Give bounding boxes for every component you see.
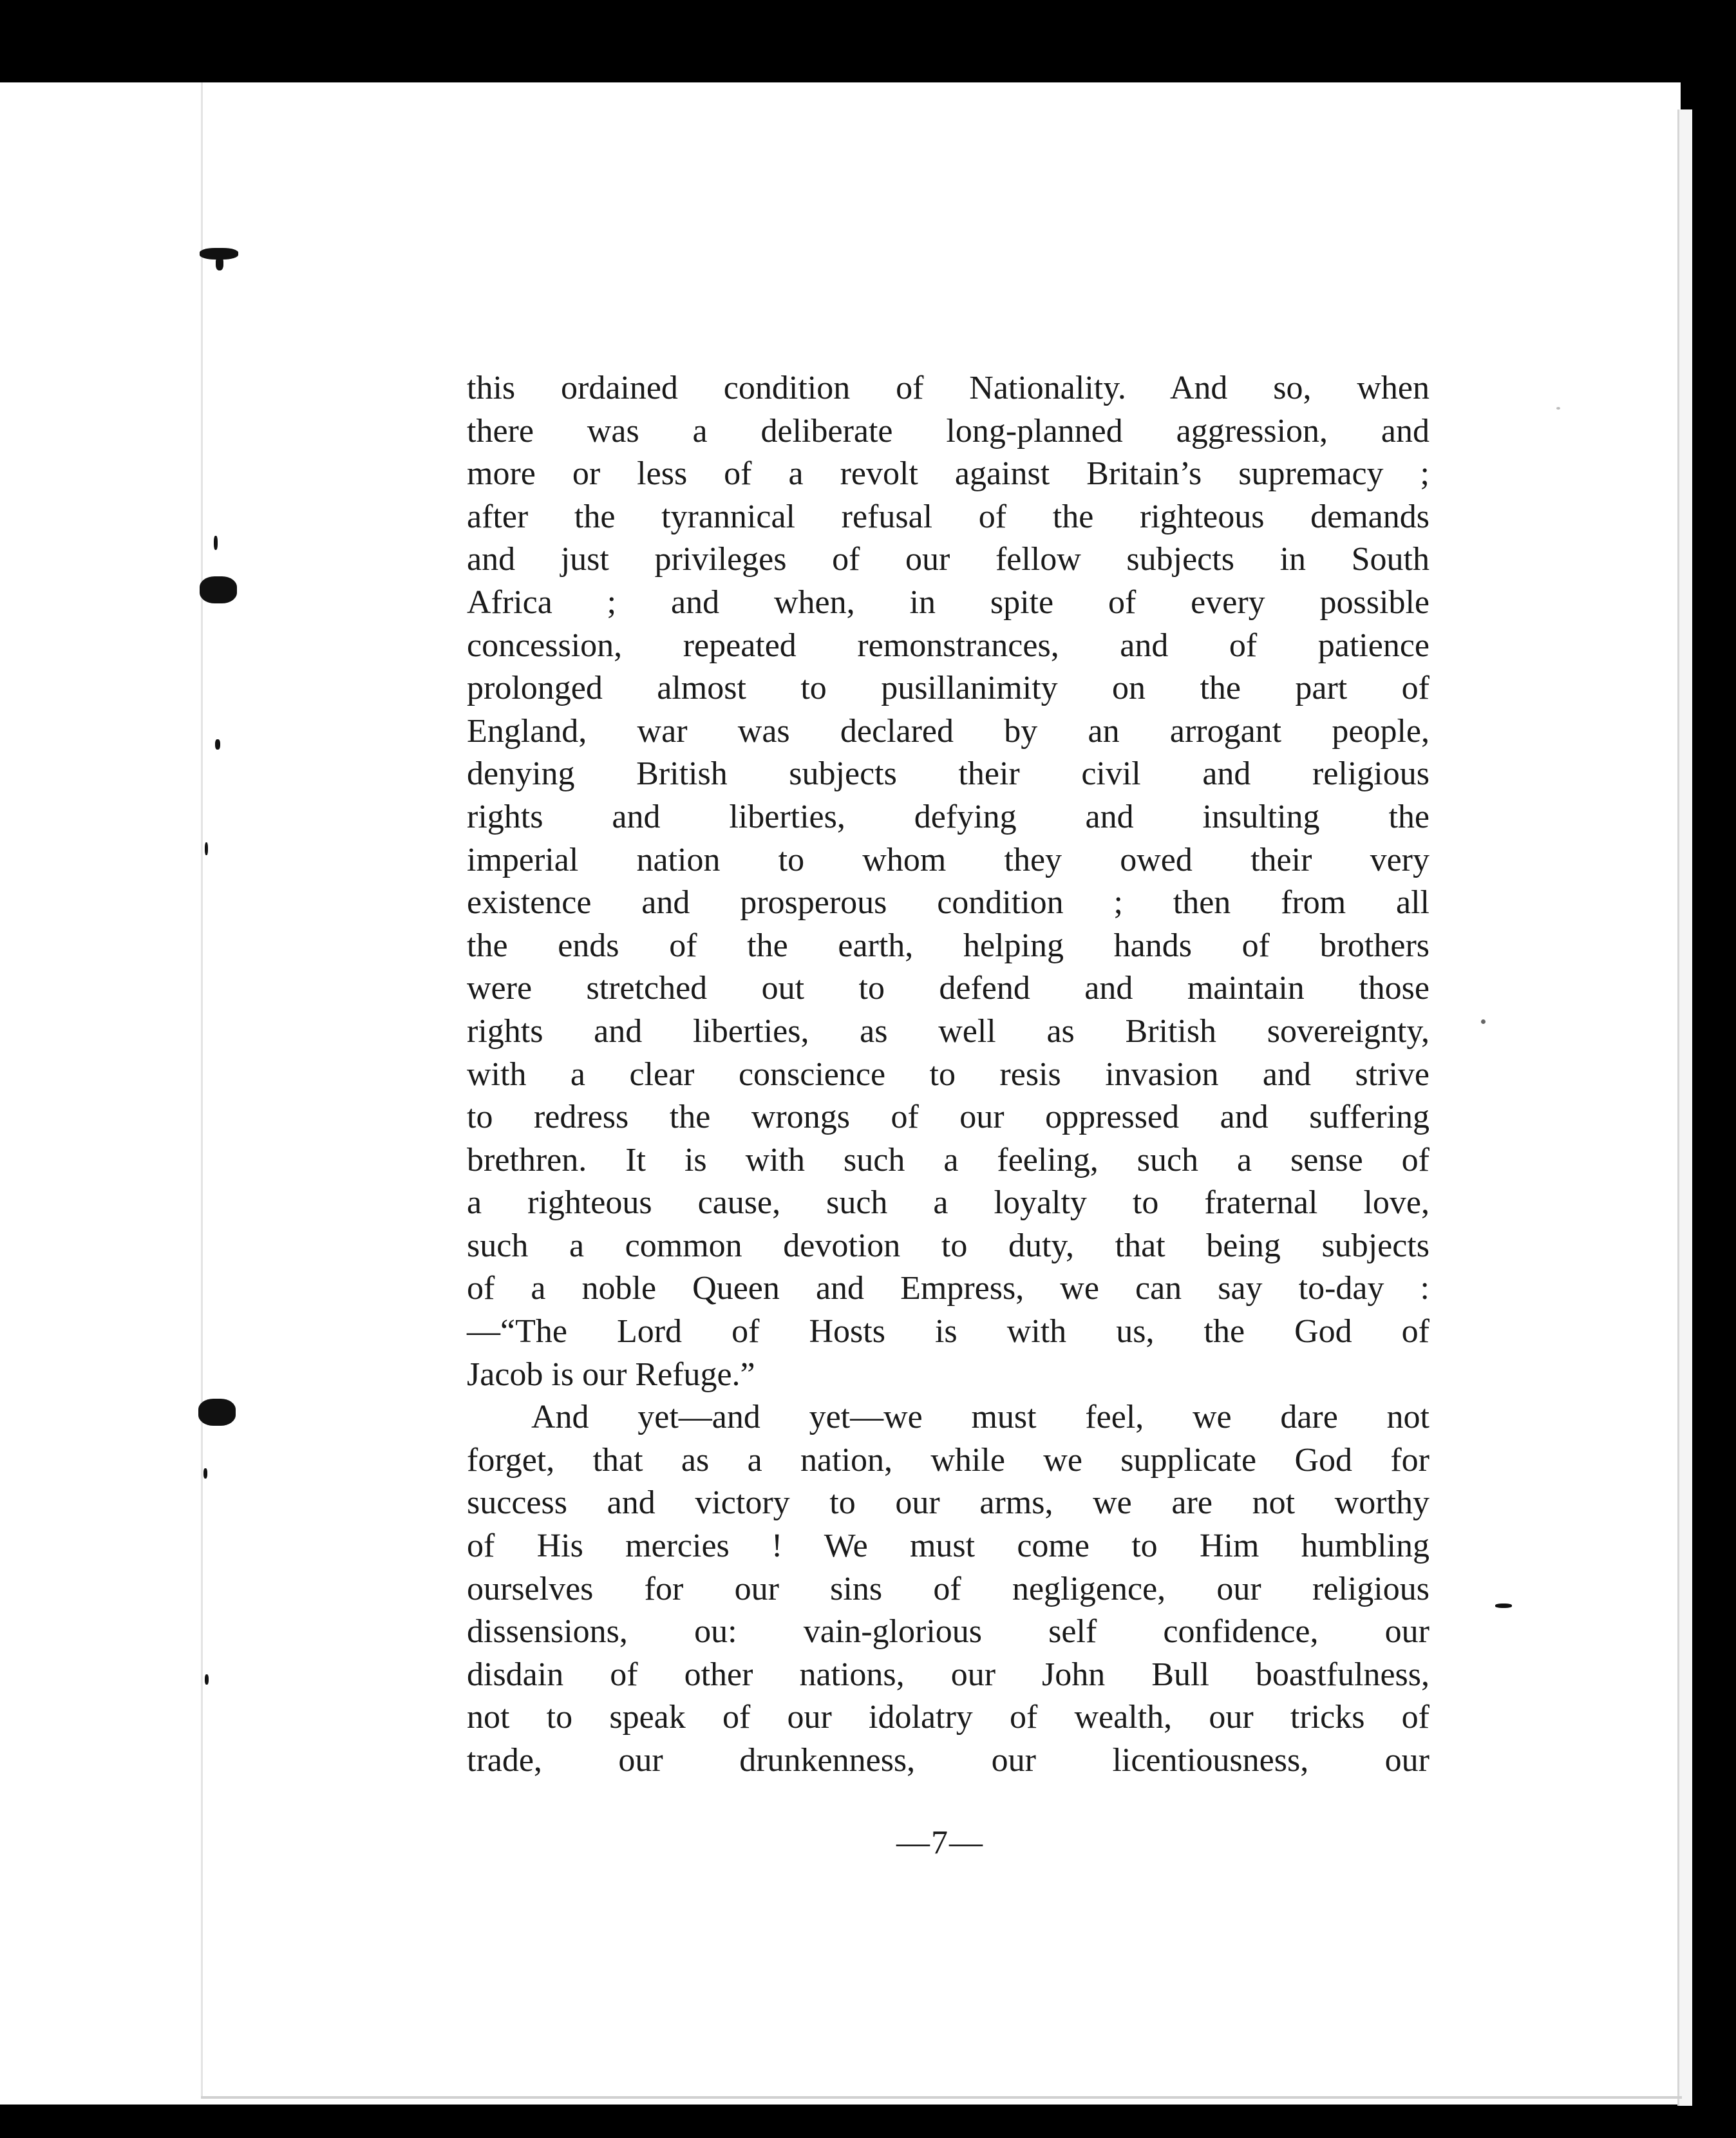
- binding-mark: [215, 739, 220, 750]
- body-text: [467, 367, 1429, 1783]
- text-line: imperial nation to whom they owed their very: [467, 841, 1429, 878]
- text-line: ourselves for our sins of negligence, our religious: [467, 1570, 1429, 1607]
- binding-mark: [214, 536, 218, 550]
- binding-fold: [201, 82, 203, 2098]
- binding-mark: [1495, 1603, 1512, 1608]
- binding-mark: [205, 842, 208, 855]
- text-line: trade, our drunkenness, our licentiousness, our: [467, 1742, 1429, 1779]
- text-line: Jacob is our Refuge.”: [467, 1356, 755, 1393]
- text-line: a righteous cause, such a loyalty to fraternal love,: [467, 1184, 1429, 1222]
- text-line: denying British subjects their civil and religious: [467, 755, 1429, 793]
- text-line: disdain of other nations, our John Bull boastfulness,: [467, 1656, 1429, 1693]
- text-line: and just privileges of our fellow subjects in South: [467, 541, 1429, 578]
- page-bottom-edge: [201, 2096, 1682, 2099]
- text-line: rights and liberties, defying and insulting the: [467, 798, 1429, 835]
- dust-speck: [1481, 1019, 1486, 1024]
- text-line: existence and prosperous condition ; then from all: [467, 884, 1429, 922]
- text-line: more or less of a revolt against Britain’s supremacy ;: [467, 455, 1429, 493]
- text-line: forget, that as a nation, while we supplicate God for: [467, 1441, 1429, 1479]
- text-line: prolonged almost to pusillanimity on the part of: [467, 670, 1429, 707]
- binding-mark: [205, 1674, 209, 1685]
- text-line: brethren. It is with such a feeling, such a sense of: [467, 1141, 1429, 1178]
- text-line: not to speak of our idolatry of wealth, our tricks of: [467, 1699, 1429, 1736]
- dust-speck: [1556, 407, 1560, 410]
- text-line: of His mercies ! We must come to Him humbling: [467, 1528, 1429, 1565]
- text-line: after the tyrannical refusal of the righteous demands: [467, 498, 1429, 535]
- page-number: —7—: [896, 1824, 984, 1861]
- text-line: were stretched out to defend and maintain those: [467, 970, 1429, 1007]
- text-line: such a common devotion to duty, that being subjects: [467, 1227, 1429, 1264]
- text-line: this ordained condition of Nationality. And so, when: [467, 370, 1429, 406]
- binding-mark: [198, 1399, 236, 1426]
- binding-mark: [200, 576, 237, 603]
- text-line: of a noble Queen and Empress, we can say to-day :: [467, 1270, 1429, 1307]
- text-line: with a clear conscience to resis invasion and strive: [467, 1055, 1429, 1093]
- binding-mark: [216, 256, 223, 270]
- text-line: success and victory to our arms, we are not worthy: [467, 1484, 1429, 1522]
- text-line: —“The Lord of Hosts is with us, the God of: [467, 1313, 1429, 1350]
- text-line: to redress the wrongs of our oppressed and suffering: [467, 1099, 1429, 1136]
- page-edge: [1677, 109, 1692, 2106]
- text-line: rights and liberties, as well as British sovereignty,: [467, 1012, 1429, 1050]
- text-line: England, war was declared by an arrogant people,: [467, 712, 1429, 750]
- text-line: Africa ; and when, in spite of every possible: [467, 583, 1429, 621]
- text-line: dissensions, ou: vain-glorious self confidence, our: [467, 1613, 1429, 1651]
- text-line: the ends of the earth, helping hands of brothers: [467, 927, 1429, 964]
- binding-mark: [203, 1468, 207, 1479]
- text-line: And yet—and yet—we must feel, we dare not: [531, 1399, 1429, 1436]
- text-line: there was a deliberate long-planned aggression, and: [467, 412, 1429, 449]
- text-line: concession, repeated remonstrances, and of patience: [467, 627, 1429, 664]
